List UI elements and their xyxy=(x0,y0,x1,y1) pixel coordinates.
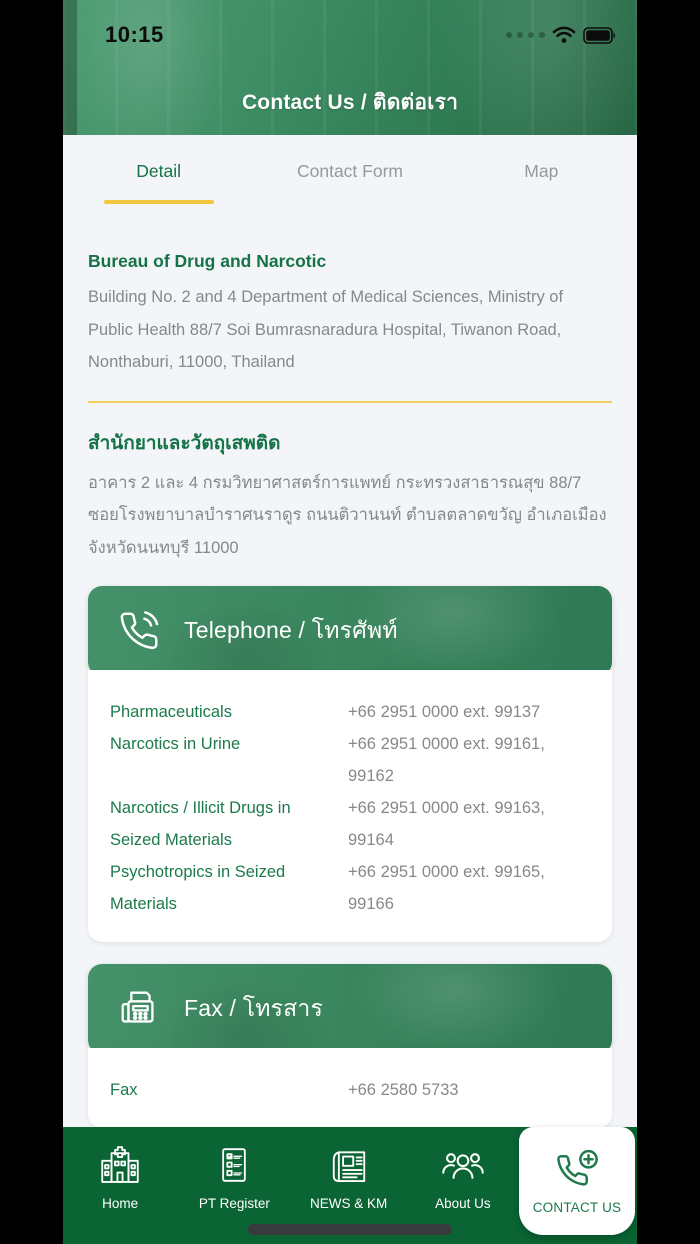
tab-detail-label: Detail xyxy=(136,160,182,181)
tab-contact-form-label: Contact Form xyxy=(296,160,403,181)
active-tab-underline xyxy=(104,200,214,204)
phone-plus-icon xyxy=(554,1147,600,1191)
telephone-card-title: Telephone / โทรศัพท์ xyxy=(184,617,398,643)
status-time: 10:15 xyxy=(105,22,164,47)
status-icons xyxy=(506,26,617,44)
telephone-row-value: +66 2951 0000 ext. 99165, 99166 xyxy=(348,863,545,913)
tab-contact-form[interactable] xyxy=(254,135,445,225)
fax-card-header xyxy=(88,964,612,1054)
wifi-icon xyxy=(552,26,576,44)
newspaper-icon xyxy=(327,1144,371,1186)
page-title: Contact Us / ติดต่อเรา xyxy=(241,91,459,114)
fax-row xyxy=(110,1074,590,1106)
telephone-row xyxy=(110,728,590,792)
cellular-signal-icon xyxy=(506,32,545,38)
nav-label-pt-register: PT Register xyxy=(198,1196,270,1211)
nav-label-contact-us: CONTACT US xyxy=(532,1200,622,1215)
telephone-card-body xyxy=(88,670,612,942)
fax-row-label: Fax xyxy=(110,1081,138,1099)
bureau-title-th: สำนักยาและวัตถุเสพติด xyxy=(88,432,281,454)
telephone-row xyxy=(110,856,590,920)
app-header xyxy=(63,0,637,135)
tab-map[interactable] xyxy=(446,135,637,225)
tab-map-label: Map xyxy=(524,160,559,181)
telephone-row-label: Narcotics in Urine xyxy=(110,735,241,753)
fax-row-value: +66 2580 5733 xyxy=(348,1081,459,1099)
app-screen xyxy=(63,0,637,1244)
phone-call-icon xyxy=(116,608,162,654)
fax-card-title: Fax / โทรสาร xyxy=(184,995,324,1021)
fax-icon xyxy=(116,986,162,1032)
telephone-row-value: +66 2951 0000 ext. 99137 xyxy=(348,703,541,721)
clipboard-icon xyxy=(214,1144,254,1186)
home-indicator[interactable] xyxy=(248,1224,452,1235)
fax-card xyxy=(88,964,612,1134)
bureau-address-en: Building No. 2 and 4 Department of Medical Sciences, Ministry of Public Health 88/7 Soi Bumrasnaradura Hospital, Tiwanon Road, Nonthaburi, 11000, Thailand xyxy=(88,288,564,371)
nav-label-home: Home xyxy=(102,1196,139,1211)
telephone-row xyxy=(110,696,590,728)
bureau-title-en: Bureau of Drug and Narcotic xyxy=(88,251,327,271)
nav-item-contact-us[interactable] xyxy=(519,1127,635,1235)
hospital-icon xyxy=(98,1144,142,1186)
nav-label-news-km: NEWS & KM xyxy=(309,1196,388,1211)
telephone-card-header xyxy=(88,586,612,676)
telephone-row xyxy=(110,792,590,856)
telephone-row-value: +66 2951 0000 ext. 99161, 99162 xyxy=(348,735,545,785)
fax-card-body xyxy=(88,1048,612,1128)
tab-detail[interactable] xyxy=(63,135,254,225)
bottom-nav xyxy=(63,1127,637,1244)
nav-label-about-us: About Us xyxy=(435,1196,491,1211)
telephone-row-label: Pharmaceuticals xyxy=(110,703,232,721)
detail-content xyxy=(63,251,637,1184)
telephone-row-label: Narcotics / Illicit Drugs in Seized Materials xyxy=(110,799,291,849)
bureau-address-th: อาคาร 2 และ 4 กรมวิทยาศาสตร์การแพทย์ กระทรวงสาธารณสุข 88/7 ซอยโรงพยาบาลบำราศนราดูร ถนนติวานนท์ ตำบลตลาดขวัญ อำเภอเมือง จังหวัดนนทบุรี 11000 xyxy=(88,473,607,557)
status-bar xyxy=(63,20,637,50)
telephone-row-value: +66 2951 0000 ext. 99163, 99164 xyxy=(348,799,545,849)
nav-item-home[interactable] xyxy=(63,1127,177,1244)
telephone-card xyxy=(88,586,612,948)
yellow-divider xyxy=(88,401,612,403)
tab-bar xyxy=(63,135,637,225)
telephone-row-label: Psychotropics in Seized Materials xyxy=(110,863,286,913)
people-icon xyxy=(439,1144,487,1186)
battery-icon xyxy=(583,27,617,44)
